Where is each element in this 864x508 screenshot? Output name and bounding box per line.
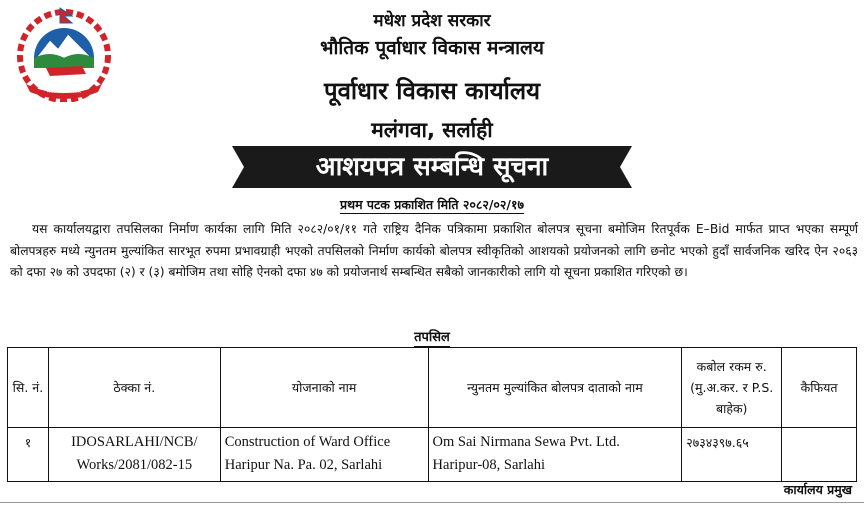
header-bidder-name: न्युनतम मुल्यांकित बोलपत्र दाताको नाम xyxy=(428,348,682,428)
bottom-divider xyxy=(0,502,864,503)
cell-bidder-name xyxy=(428,428,682,482)
published-date: प्रथम पटक प्रकाशित मिति २०८२/०२/१७ xyxy=(339,197,524,212)
contract-no-line1: IDOSARLAHI/NCB/ xyxy=(71,434,198,450)
office-title: पूर्वाधार विकास कार्यालय xyxy=(323,77,541,105)
emblem-ribbon-text: मधेश प्रदेश सरकार xyxy=(46,89,82,95)
ministry-title: भौतिक पूर्वाधार विकास मन्त्रालय xyxy=(320,37,544,59)
province-title: मधेश प्रदेश सरकार xyxy=(373,11,491,31)
project-name-line1: Construction of Ward Office xyxy=(224,434,391,450)
contract-no-line2: Works/2081/082-15 xyxy=(76,457,193,473)
header-project-name: योजनाको नाम xyxy=(220,348,428,428)
cell-remarks xyxy=(782,428,857,482)
cell-contract-no xyxy=(48,428,220,482)
header-bid-amount: कबोल रकम रु. (मु.अ.कर. र P.S. बाहेक) xyxy=(682,348,782,428)
table-header-row xyxy=(8,348,857,428)
project-name-line2: Haripur Na. Pa. 02, Sarlahi xyxy=(224,457,383,473)
header-remarks: कैफियत xyxy=(782,348,857,428)
table-row xyxy=(8,428,857,482)
cell-project-name xyxy=(220,428,428,482)
office-location: मलंगवा, सर्लाही xyxy=(371,118,493,142)
bidder-name-line1: Om Sai Nirmana Sewa Pvt. Ltd. xyxy=(432,434,620,450)
notice-body: यस कार्यालयद्वारा तपसिलका निर्माण कार्यका लागि मिति २०८२/०१/११ गते राष्ट्रिय दैनिक पत्रिकामा प्रकाशित बोलपत्र सूचना बमोजिम रितपूर्वक E–Bid मार्फत प्राप्त भएका सम्पूर्ण बोलपत्रहरु मध्ये न्युनतम मुल्यांकित सारभूत रुपमा प्रभावग्राही भएको तपसिलको निर्माण कार्यको बोलपत्र स्वीकृतिको आशयको प्रयोजनको लागि छनोट भएको हुदाँ सार्वजनिक खरिद ऐन २०६३ को दफा २७ को उपदफा (२) र (३) बमोजिम तथा सोहि ऐनको दफा ४७ को प्रयोजनार्थ सम्बन्धित सबैको जानकारीको लागि यो सूचना प्रकाशित गरिएको छ। xyxy=(10,222,858,279)
table-caption: तपसिल xyxy=(414,330,450,345)
signatory: कार्यालय प्रमुख xyxy=(783,482,852,497)
bidder-name-line2: Haripur-08, Sarlahi xyxy=(432,457,545,473)
details-table xyxy=(7,347,857,482)
notice-title-banner xyxy=(232,146,632,188)
header-sn: सि. नं. xyxy=(8,348,49,428)
notice-title: आशयपत्र सम्बन्धि सूचना xyxy=(315,152,549,182)
header-contract-no: ठेक्का नं. xyxy=(48,348,220,428)
cell-bid-amount: २७३४३९७.६५ xyxy=(682,428,782,482)
cell-sn: १ xyxy=(8,428,49,482)
